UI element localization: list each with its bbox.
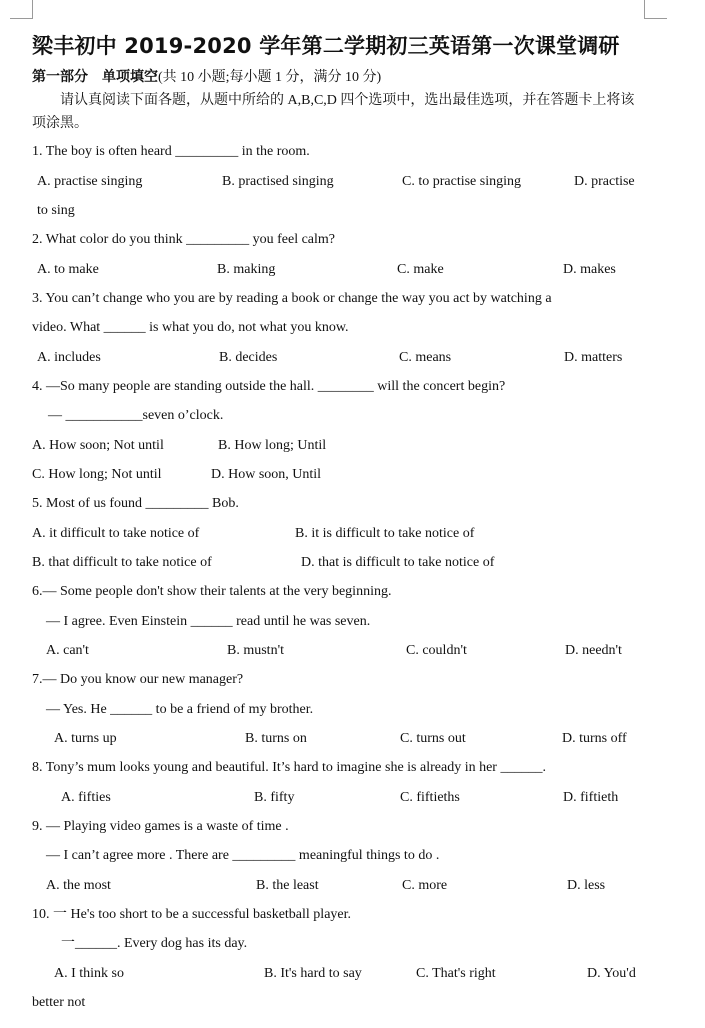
question-7-option-c: C. turns out (400, 731, 466, 746)
question-4-option-b: B. How long; Until (218, 438, 327, 453)
question-8-option-a: A. fifties (61, 790, 111, 805)
question-10-option-d-cont: better not (32, 995, 86, 1010)
question-2-option-a: A. to make (37, 262, 99, 277)
question-4-reply: — ___________seven o’clock. (48, 408, 224, 423)
question-9-option-d: D. less (567, 878, 606, 893)
question-10-option-c: C. That's right (416, 966, 496, 981)
question-10-option-d: D. You'd (587, 966, 636, 981)
question-5-option-d: D. that is difficult to take notice of (301, 555, 495, 570)
question-9-option-a: A. the most (46, 878, 111, 893)
question-9-option-b: B. the least (256, 878, 319, 893)
question-8-option-b: B. fifty (254, 790, 295, 805)
question-7-reply: — Yes. He ______ to be a friend of my brother. (46, 702, 314, 717)
question-1-stem: 1. The boy is often heard _________ in the room. (32, 144, 310, 159)
question-4-option-a: A. How soon; Not until (32, 438, 164, 453)
question-10-option-a: A. I think so (54, 966, 124, 981)
question-9-stem: 9. — Playing video games is a waste of time . (32, 819, 289, 834)
question-8-option-d: D. fiftieth (563, 790, 619, 805)
question-1-option-d: D. practise (574, 174, 635, 189)
question-6-stem: 6.— Some people don't show their talents at the very beginning. (32, 584, 392, 599)
question-6-option-b: B. mustn't (227, 643, 284, 658)
question-3-stem-cont: video. What ______ is what you do, not what you know. (32, 320, 349, 335)
section-heading (32, 66, 381, 86)
question-9-option-c: C. more (402, 878, 448, 893)
question-3-option-d: D. matters (564, 350, 623, 365)
crop-mark-top-left (10, 0, 33, 19)
question-1-option-c: C. to practise singing (402, 174, 521, 189)
question-2-option-d: D. makes (563, 262, 616, 277)
question-4-stem: 4. —So many people are standing outside the hall. ________ will the concert begin? (32, 379, 506, 394)
section-detail: (共 10 小题;每小题 1 分，满分 10 分) (158, 70, 382, 85)
page-title: 梁丰初中 2019-2020 学年第二学期初三英语第一次课堂调研 (32, 34, 620, 58)
question-1-option-a: A. practise singing (37, 174, 143, 189)
question-3-option-b: B. decides (219, 350, 278, 365)
question-3-option-c: C. means (399, 350, 452, 365)
question-7-option-b: B. turns on (245, 731, 307, 746)
question-6-option-c: C. couldn't (406, 643, 467, 658)
question-7-option-d: D. turns off (562, 731, 627, 746)
question-8-stem: 8. Tony’s mum looks young and beautiful. It’s hard to imagine she is already in her ______. (32, 760, 546, 775)
question-7-option-a: A. turns up (54, 731, 117, 746)
question-10-option-b: B. It's hard to say (264, 966, 362, 981)
question-1-option-d-cont: to sing (37, 203, 75, 218)
question-2-option-c: C. make (397, 262, 444, 277)
question-2-stem: 2. What color do you think _________ you feel calm? (32, 232, 336, 247)
question-4-option-d: D. How soon, Until (211, 467, 322, 482)
question-3-option-a: A. includes (37, 350, 101, 365)
question-6-reply: — I agree. Even Einstein ______ read until he was seven. (46, 614, 371, 629)
question-9-reply: — I can’t agree more . There are _________ meaningful things to do . (46, 848, 440, 863)
question-1-option-b: B. practised singing (222, 174, 334, 189)
question-10-stem: 10. 一 He's too short to be a successful basketball player. (32, 907, 352, 922)
section-instruction: 请认真阅读下面各题，从题中所给的 A,B,C,D 四个选项中，选出最佳选项，并在答题卡上将该项涂黑。 (32, 93, 635, 131)
crop-mark-top-right (644, 0, 667, 19)
question-3-stem: 3. You can’t change who you are by reading a book or change the way you act by watching a (32, 291, 552, 306)
question-7-stem: 7.— Do you know our new manager? (32, 672, 244, 687)
question-6-option-d: D. needn't (565, 643, 622, 658)
question-6-option-a: A. can't (46, 643, 89, 658)
question-5-option-b: B. it is difficult to take notice of (295, 526, 475, 541)
question-4-option-c: C. How long; Not until (32, 467, 162, 482)
question-5-option-a: A. it difficult to take notice of (32, 526, 200, 541)
section-label: 第一部分 单项填空 (32, 70, 158, 85)
question-5-option-c: B. that difficult to take notice of (32, 555, 212, 570)
question-8-option-c: C. fiftieths (400, 790, 460, 805)
question-10-reply: 一______. Every dog has its day. (61, 936, 248, 951)
question-5-stem: 5. Most of us found _________ Bob. (32, 496, 239, 511)
question-2-option-b: B. making (217, 262, 276, 277)
